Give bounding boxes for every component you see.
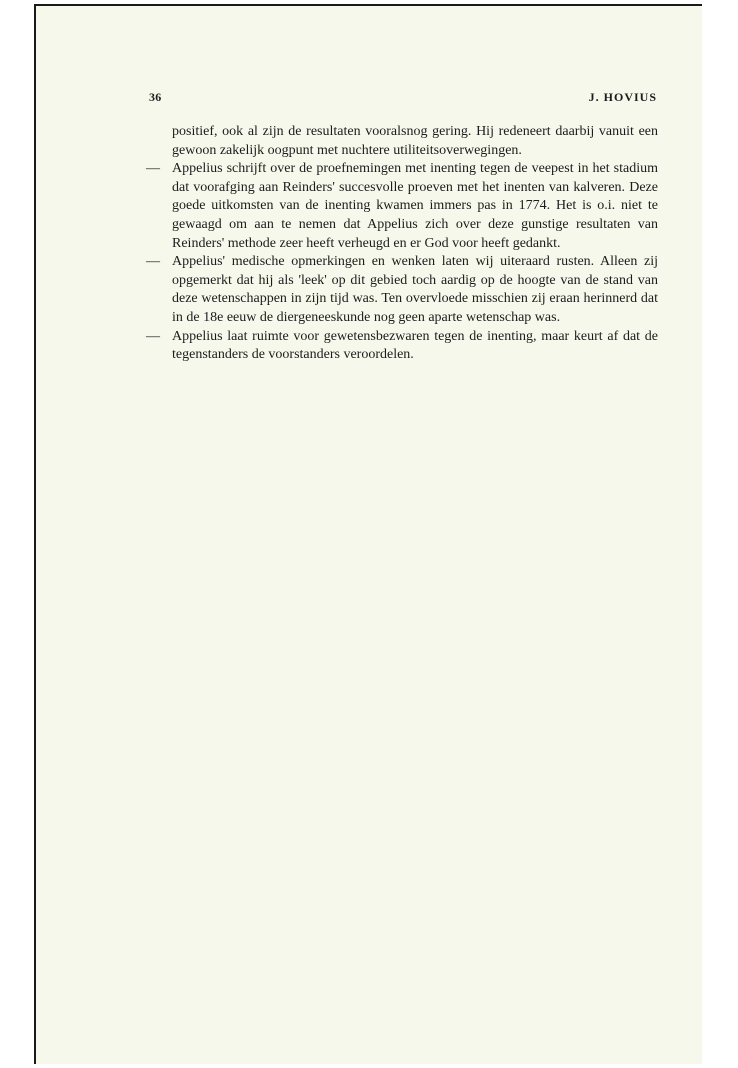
list-item — [146, 253, 658, 327]
running-header-author: J. HOVIUS — [588, 90, 657, 104]
running-header — [149, 90, 657, 108]
paragraph-text: positief, ook al zijn de resultaten vooralsnog gering. Hij redeneert daarbij vanuit een gewoon zakelijk oogpunt met nuchtere utiliteitsoverwegingen. — [172, 124, 658, 158]
list-dash: — — [146, 328, 160, 344]
list-item-text: Appelius laat ruimte voor gewetensbezwaren tegen de inenting, maar keurt af dat de tegenstanders de voorstanders veroordelen. — [172, 328, 658, 363]
page-number: 36 — [149, 90, 162, 104]
paragraph — [146, 123, 658, 160]
list-item-text: Appelius schrijft over de proefnemingen met inenting tegen de veepest in het stadium dat voorafging aan Reinders' succesvolle proeven met het inenten van kalveren. Deze goede uitkomsten van de inenting kwamen immers pas in 1774. Het is o.i. niet te gewaagd om aan te nemen dat Appelius zich over deze gunstige resultaten van Reinders' methode zeer heeft verheugd en er God voor heeft gedankt. — [172, 161, 658, 251]
list-item — [146, 328, 658, 365]
list-item-text: Appelius' medische opmerkingen en wenken laten wij uiteraard rusten. Alleen zij opgemerkt dat hij als 'leek' op dit gebied toch aardig op de hoogte van de stand van deze wetenschappen in zijn tijd was. Ten overvloede misschien zij eraan herinnerd dat in de 18e eeuw de diergeneeskunde nog geen aparte wetenschap was. — [172, 254, 658, 325]
list-dash: — — [146, 161, 160, 177]
list-dash: — — [146, 254, 160, 270]
body-text — [146, 123, 658, 365]
list-item — [146, 160, 658, 253]
